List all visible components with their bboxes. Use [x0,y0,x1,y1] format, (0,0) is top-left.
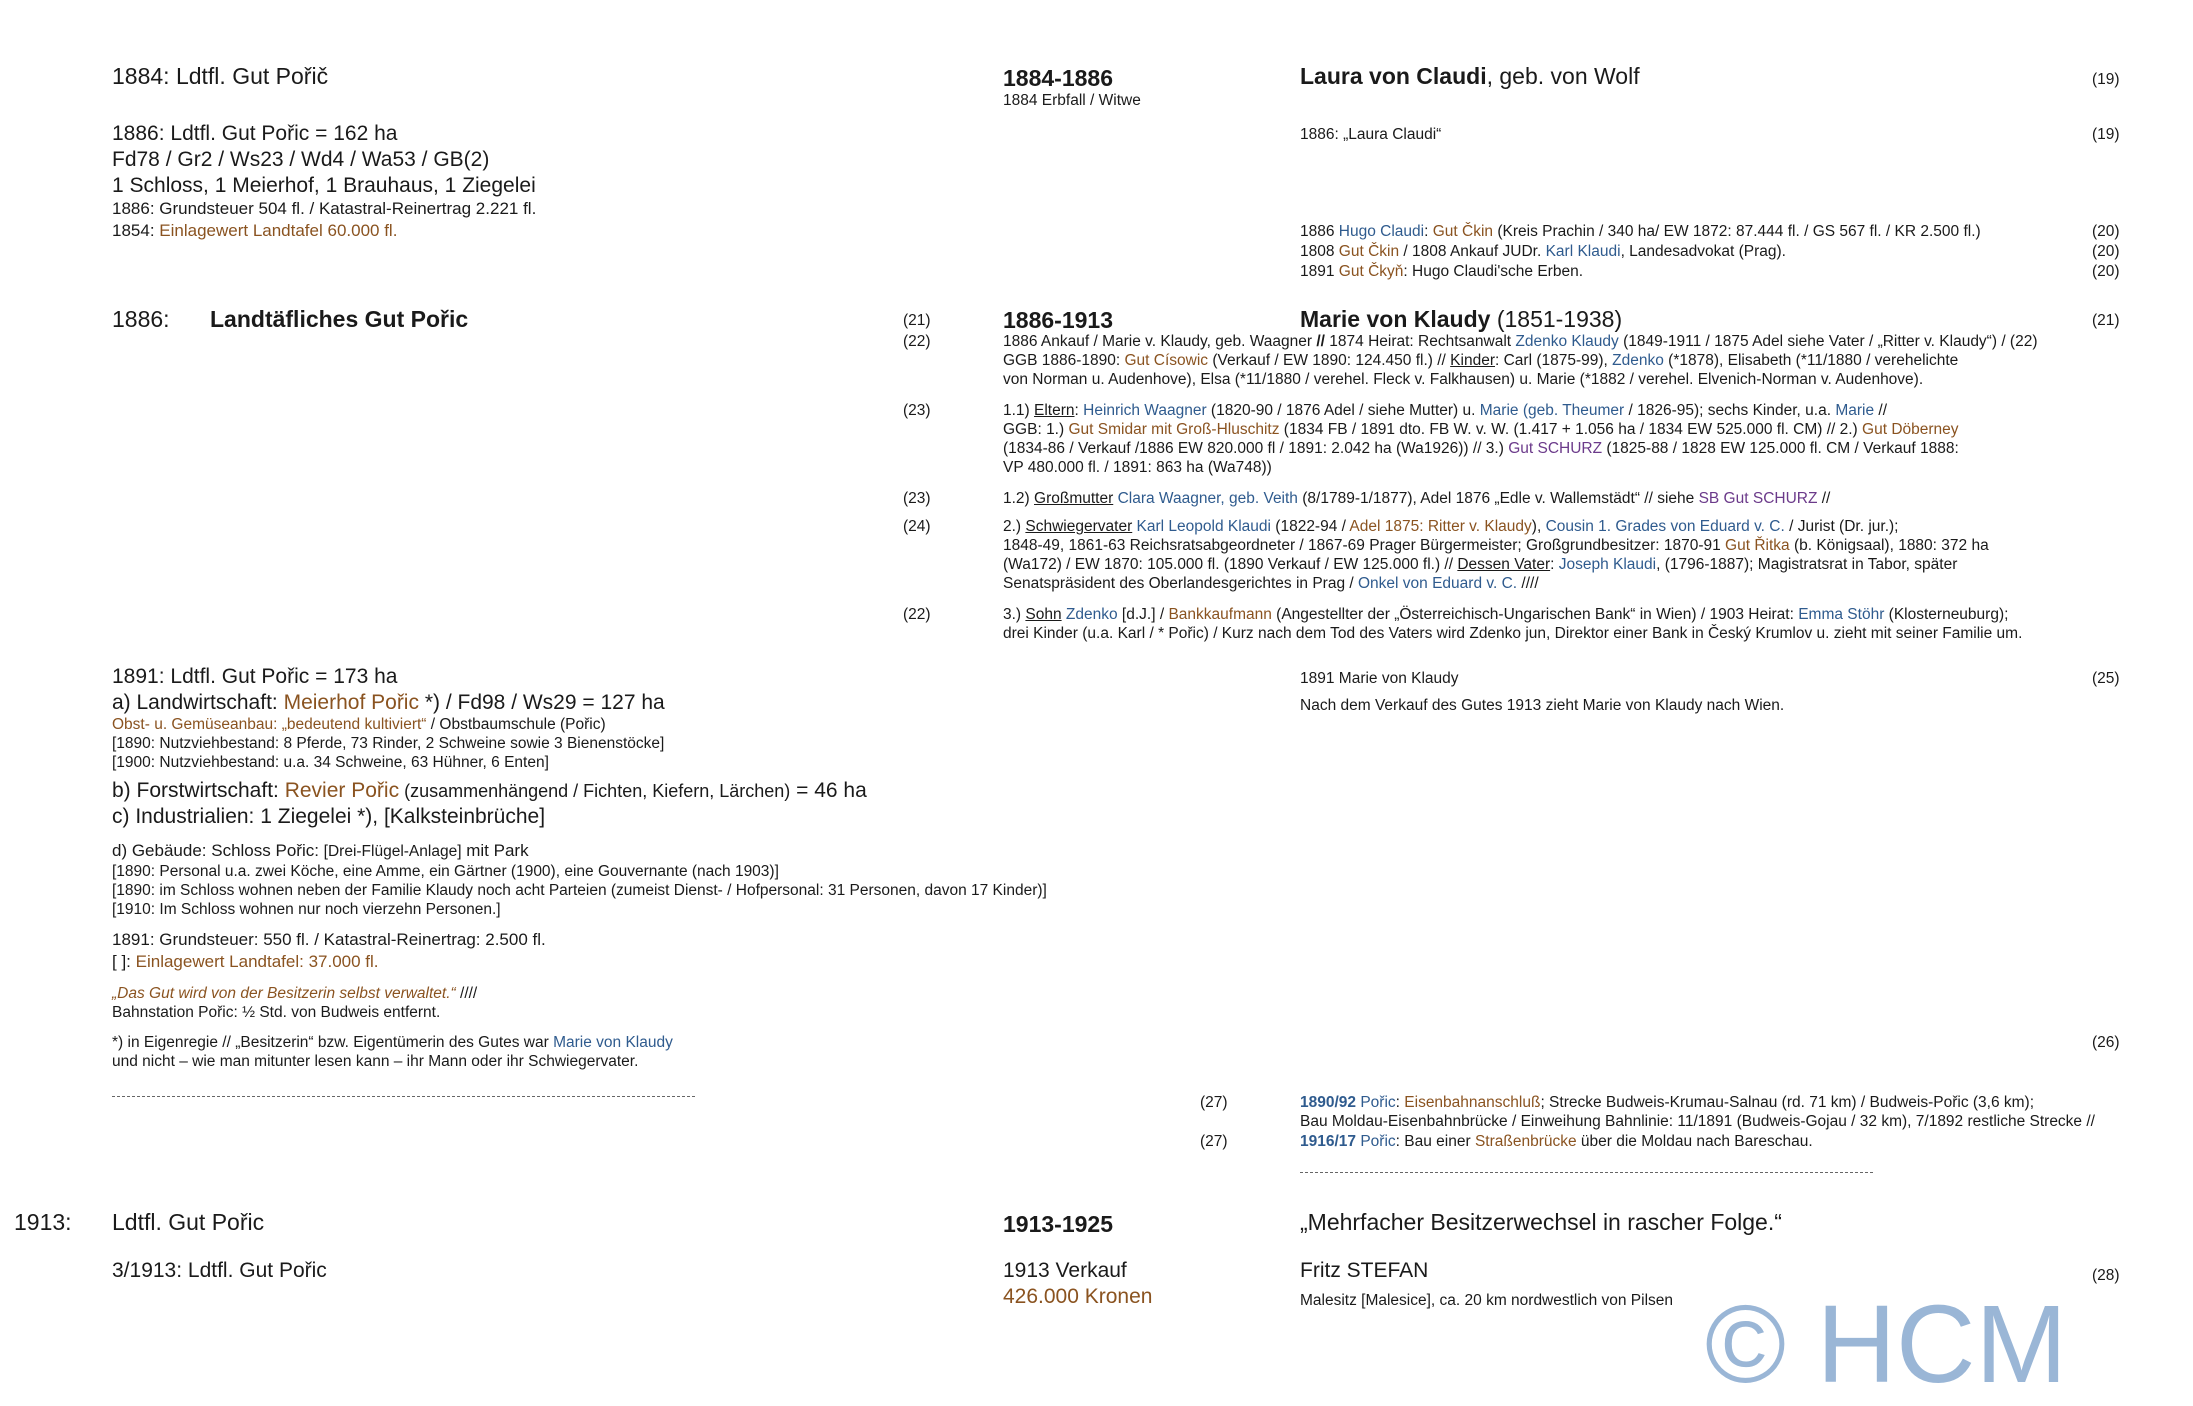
label: Großmutter [1034,490,1114,507]
text: a) Landwirtschaft: [112,691,284,714]
note-ref: (22) [903,333,931,350]
period-1913-1925: 1913-1925 [1003,1211,1113,1237]
note-ref: (22) [903,606,931,623]
note-ref: (20) [2092,263,2120,280]
text: *) / Fd98 / Ws29 = 127 ha [418,691,665,714]
text: 1854: [112,221,160,240]
estate-link[interactable]: Meierhof Pořic [283,691,419,714]
left-title-1886: Landtäfliches Gut Pořic [210,306,469,332]
para-eltern-line4: VP 480.000 fl. / 1891: 863 ha (Wa748)) [1003,459,1272,476]
text: 1886 [1300,223,1339,240]
left-1891-area: 1891: Ldtfl. Gut Pořic = 173 ha [112,665,398,688]
estate-link[interactable]: Revier Pořic [284,779,400,802]
period-1884-1886: 1884-1886 [1003,65,1113,91]
text: (8/1789-1/1877), Adel 1876 „Edle v. Wallemstädt“ // siehe [1297,490,1699,507]
period-1886-1913: 1886-1913 [1003,307,1113,333]
left-1854 [112,221,397,241]
person-link[interactable]: Zdenko [1065,606,1118,623]
gebaeude [112,841,529,862]
place-link[interactable]: Pořic [1356,1094,1396,1111]
text: (Angestellter der „Österreichisch-Ungarischen Bank“ in Wien) / 1903 Heirat: [1271,606,1799,623]
para-eltern-line3 [1003,439,1959,459]
person-link[interactable]: Cousin 1. Grades von Eduard v. C. [1545,518,1785,535]
text: , Landesadvokat (Prag). [1620,243,1786,260]
footnote-line1 [112,1033,673,1053]
einlagewert-link: Einlagewert Landtafel 60.000 fl. [159,221,398,240]
label: Eltern [1034,402,1075,419]
estate-link[interactable]: Gut Čkyň [1338,263,1404,280]
einlagewert [112,952,379,972]
text: über die Moldau nach Bareschau. [1576,1133,1813,1150]
right-verkauf: Nach dem Verkauf des Gutes 1913 zieht Marie von Klaudy nach Wien. [1300,697,1785,714]
person-link[interactable]: Clara Waagner, geb. Veith [1117,490,1298,507]
hugo-line [1300,222,1981,242]
text: 3.) [1003,606,1026,623]
line-1808 [1300,242,1786,262]
text: GGB 1886-1890: [1003,352,1125,369]
text: //// [1517,575,1539,592]
left-sub-1913: 3/1913: Ldtfl. Gut Pořic [112,1259,327,1282]
text: (Klosterneuburg); [1884,606,2009,623]
text: (b. Königsaal), 1880: 372 ha [1789,537,1989,554]
owner-place: Malesitz [Malesice], ca. 20 km nordwestlich von Pilsen [1300,1292,1674,1309]
title-link[interactable]: Adel 1875: Ritter v. Klaudy [1349,518,1532,535]
note-ref: (20) [2092,243,2120,260]
note-ref: (24) [903,518,931,535]
note-ref: (21) [2092,312,2120,329]
topic-link[interactable]: Eisenbahnanschluß [1404,1094,1541,1111]
quote-verwaltet [112,984,477,1004]
person-link[interactable]: Marie von Klaudy [553,1034,673,1051]
year: 1890/92 [1300,1094,1357,1111]
nutzvieh-1900: [1900: Nutzviehbestand: u.a. 34 Schweine, 63 Hühner, 6 Enten] [112,754,549,771]
para-1886-line1 [1003,332,2038,352]
text: : Bau einer [1395,1133,1475,1150]
person-link[interactable]: Karl Leopold Klaudi [1136,518,1271,535]
text: / 1808 Ankauf JUDr. [1399,243,1546,260]
estate-link[interactable]: Gut SCHURZ [1508,440,1603,457]
note-ref: (20) [2092,223,2120,240]
text: *) in Eigenregie // „Besitzerin“ bzw. Eigentümerin des Gutes war [112,1034,554,1051]
nutzvieh-1890: [1890: Nutzviehbestand: 8 Pferde, 73 Rinder, 2 Schweine sowie 3 Bienenstöcke] [112,735,665,752]
text: // [1817,490,1831,507]
owner-stefan: Fritz STEFAN [1300,1259,1429,1282]
left-title-1884: 1884: Ldtfl. Gut Pořič [112,63,329,89]
text: (1834-86 / Verkauf /1886 EW 820.000 fl / 1891: 2.042 ha (Wa1926)) // 3.) [1003,440,1509,457]
para-schwiegervater-line4 [1003,574,1539,594]
verkauf-1913: 1913 Verkauf [1003,1259,1127,1282]
text: [Drei-Flügel-Anlage] [323,843,462,860]
divider [1300,1172,1873,1173]
text: [ ]: [112,952,136,971]
owner-rest: , geb. von Wolf [1486,63,1640,89]
text: d) Gebäude: Schloss Pořic: [112,841,324,860]
right-1886-name: 1886: „Laura Claudi“ [1300,126,1442,143]
text: // [1874,402,1888,419]
einlagewert-link[interactable]: Einlagewert Landtafel: 37.000 fl. [135,952,379,971]
person-link[interactable]: Zdenko [1612,352,1664,369]
note-ref: (19) [2092,126,2120,143]
person-link[interactable]: Heinrich Waagner [1083,402,1207,419]
person-link[interactable]: (geb. Theumer [1518,402,1625,419]
owner-dates: (1851-1938) [1490,306,1623,332]
label: Kinder [1450,352,1495,369]
estate-link[interactable]: Gut Řitka [1725,537,1790,554]
text: (1822-94 / [1270,518,1350,535]
text: ), [1531,518,1546,535]
para-sohn-line1 [1003,605,2008,625]
para-grossmutter [1003,489,1830,509]
owner-name: Laura von Claudi [1300,63,1487,89]
text: / Obstbaumschule (Pořic) [426,716,606,733]
year: 1916/17 [1300,1133,1357,1150]
person-link[interactable]: Emma Stöhr [1798,606,1885,623]
divider [112,1096,695,1097]
profession-link[interactable]: Bankkaufmann [1168,606,1272,623]
text: (*1878), Elisabeth (*11/1880 / verehelichte [1663,352,1959,369]
left-schloss: 1 Schloss, 1 Meierhof, 1 Brauhaus, 1 Ziegelei [112,174,536,197]
note-ref: (27) [1200,1133,1228,1150]
text: Senatspräsident des Oberlandesgerichtes in Prag / [1003,575,1358,592]
para-1886-line3: von Norman u. Audenhove), Elsa (*11/1880 / verehel. Fleck v. Falkhausen) u. Marie (*1882 / verehel. Elvenich-Norman v. Audenhove). [1003,371,1924,388]
left-year-1913: 1913: [14,1209,72,1235]
personal-1890: [1890: Personal u.a. zwei Köche, eine Amme, ein Gärtner (1900), eine Gouvernante (nach 1903)] [112,863,779,880]
text: (Wa172) / EW 1870: 105.000 fl. (1890 Verkauf / EW 125.000 fl.) // [1003,556,1458,573]
obstbau [112,715,606,735]
schloss-1890: [1890: im Schloss wohnen neben der Familie Klaudy noch acht Parteien (zumeist Dienst- / Hofpersonal: 31 Personen, davon 17 Kinder)] [112,882,1047,899]
note-ref: (27) [1200,1094,1228,1111]
text: [d.J.] / [1117,606,1169,623]
para-1886-line2 [1003,351,1958,371]
text: , (1796-1887); Magistratsrat in Tabor, später [1656,556,1958,573]
owner-name: Marie von Klaudy [1300,306,1491,332]
text: 1874 Heirat: Rechtsanwalt [1324,333,1516,350]
watermark: © HCM [1705,1283,2068,1406]
text: (1820-90 / 1876 Adel / siehe Mutter) u. [1206,402,1480,419]
label: Dessen Vater [1457,556,1551,573]
text: : [1074,402,1084,419]
forstwirtschaft [112,777,867,805]
text: (1834 FB / 1891 dto. FB W. v. W. (1.417 + 1.056 ha / 1834 EW 525.000 fl. CM) // 2.) [1279,421,1863,438]
text: 1886 Ankauf / Marie v. Klaudy, geb. Waagner [1003,333,1317,350]
quote-besitzerwechsel: „Mehrfacher Besitzerwechsel in rascher Folge.“ [1300,1209,1782,1235]
text: GGB: 1.) [1003,421,1069,438]
text: b) Forstwirtschaft: [112,779,285,802]
text: (1849-1911 / 1875 Adel siehe Vater / „Ritter v. Klaudy“) / (22) [1618,333,2038,350]
estate-link[interactable]: Gut Čkin [1338,243,1400,260]
note-ref: (23) [903,402,931,419]
note-ref: (26) [2092,1034,2120,1051]
para-schwiegervater-line3 [1003,555,1957,575]
text: 1.1) [1003,402,1035,419]
para-schwiegervater-line2 [1003,536,1989,556]
separator: // [1316,333,1325,350]
note-ref: (25) [2092,670,2120,687]
rail-line1 [1300,1093,2034,1113]
line-1891 [1300,262,1583,282]
period-sub: 1884 Erbfall / Witwe [1003,92,1141,109]
text: Obst- u. Gemüseanbau: „bedeutend kultiviert“ [112,716,427,733]
text: : [1395,1094,1405,1111]
right-1891: 1891 Marie von Klaudy [1300,670,1459,687]
estate-link[interactable]: Gut Čkin [1432,223,1494,240]
schloss-1910: [1910: Im Schloss wohnen nur noch vierzehn Personen.] [112,901,501,918]
note-ref: (19) [2092,71,2120,88]
text: 1848-49, 1861-63 Reichsratsabgeordneter / 1867-69 Prager Bürgermeister; Großgrundbesitzer: 1870-91 [1003,537,1726,554]
para-eltern-line1 [1003,401,1887,421]
estate-link[interactable]: SB Gut SCHURZ [1698,490,1818,507]
person-link[interactable]: Onkel von Eduard v. C. [1358,575,1518,592]
para-sohn-line2: drei Kinder (u.a. Karl / * Pořic) / Kurz nach dem Tod des Vaters wird Zdenko jun, Direktor einer Bank in Český Krumlov u. zieht mit seiner Familie um. [1003,625,2023,642]
text: //// [455,985,478,1002]
note-ref: (23) [903,490,931,507]
rail-line2: Bau Moldau-Eisenbahnbrücke / Einweihung Bahnlinie: 11/1891 (Budweis-Gojau / 32 km), 7/1892 restliche Strecke // [1300,1113,2095,1130]
text: 2.) [1003,518,1026,535]
text: (Kreis Prachin / 340 ha/ EW 1872: 87.444 fl. / GS 567 fl. / KR 2.500 fl.) [1493,223,1981,240]
estate-link[interactable]: Gut Císowic [1124,352,1209,369]
text: : [1424,223,1433,240]
text: : Hugo Claudi'sche Erben. [1403,263,1583,280]
text: ; Strecke Budweis-Krumau-Salnau (rd. 71 km) / Budweis-Pořic (3,6 km); [1540,1094,2035,1111]
topic-link[interactable]: Straßenbrücke [1474,1133,1577,1150]
person-link[interactable]: Karl Klaudi [1545,243,1621,260]
text: (zusammenhängend / Fichten, Kiefern, Lärchen) [399,781,791,801]
footnote-line2: und nicht – wie man mitunter lesen kann – ihr Mann oder ihr Schwiegervater. [112,1053,639,1070]
note-ref: (21) [903,312,931,329]
landwirtschaft [112,689,665,716]
text: : [1550,556,1559,573]
left-1886-area: 1886: Ldtfl. Gut Pořic = 162 ha [112,122,398,145]
person-link[interactable]: Hugo Claudi [1338,223,1425,240]
para-schwiegervater-line1 [1003,517,1898,537]
person-link[interactable]: Marie [1835,402,1875,419]
grundsteuer-1891: 1891: Grundsteuer: 550 fl. / Katastral-Reinertrag: 2.500 fl. [112,930,546,949]
person-link[interactable]: Zdenko Klaudy [1515,333,1619,350]
owner-line [1300,62,1640,90]
para-eltern-line2 [1003,420,1959,440]
label: Schwiegervater [1025,518,1133,535]
person-link[interactable]: Joseph Klaudi [1558,556,1657,573]
left-title-1913: Ldtfl. Gut Pořic [112,1209,265,1235]
person-link[interactable]: Marie [1479,402,1519,419]
left-year-1886: 1886: [112,306,170,332]
place-link[interactable]: Pořic [1356,1133,1396,1150]
estate-link[interactable]: Gut Döberney [1862,421,1959,438]
text: 1808 [1300,243,1339,260]
text: (Verkauf / EW 1890: 124.450 fl.) // [1208,352,1451,369]
text: / 1826-95); sechs Kinder, u.a. [1624,402,1836,419]
text: mit Park [461,841,529,860]
text: (1825-88 / 1828 EW 125.000 fl. CM / Verkauf 1888: [1602,440,1959,457]
text: / Jurist (Dr. jur.); [1784,518,1899,535]
left-steuer: 1886: Grundsteuer 504 fl. / Katastral-Reinertrag 2.221 fl. [112,199,537,218]
rail-line3 [1300,1132,1813,1152]
left-fd: Fd78 / Gr2 / Ws23 / Wd4 / Wa53 / GB(2) [112,148,490,171]
verkauf-price: 426.000 Kronen [1003,1285,1153,1308]
text: : Carl (1875-99), [1494,352,1613,369]
text: 1.2) [1003,490,1035,507]
estate-link[interactable]: Gut Smidar mit Groß-Hluschitz [1068,421,1280,438]
text: 1891 [1300,263,1339,280]
text: = 46 ha [790,779,867,802]
industrialien: c) Industrialien: 1 Ziegelei *), [Kalksteinbrüche] [112,805,546,828]
note-ref: (28) [2092,1267,2120,1284]
owner-line [1300,305,1622,333]
bahnstation: Bahnstation Pořic: ½ Std. von Budweis entfernt. [112,1004,441,1021]
text: „Das Gut wird von der Besitzerin selbst verwaltet.“ [112,985,456,1002]
label: Sohn [1025,606,1062,623]
